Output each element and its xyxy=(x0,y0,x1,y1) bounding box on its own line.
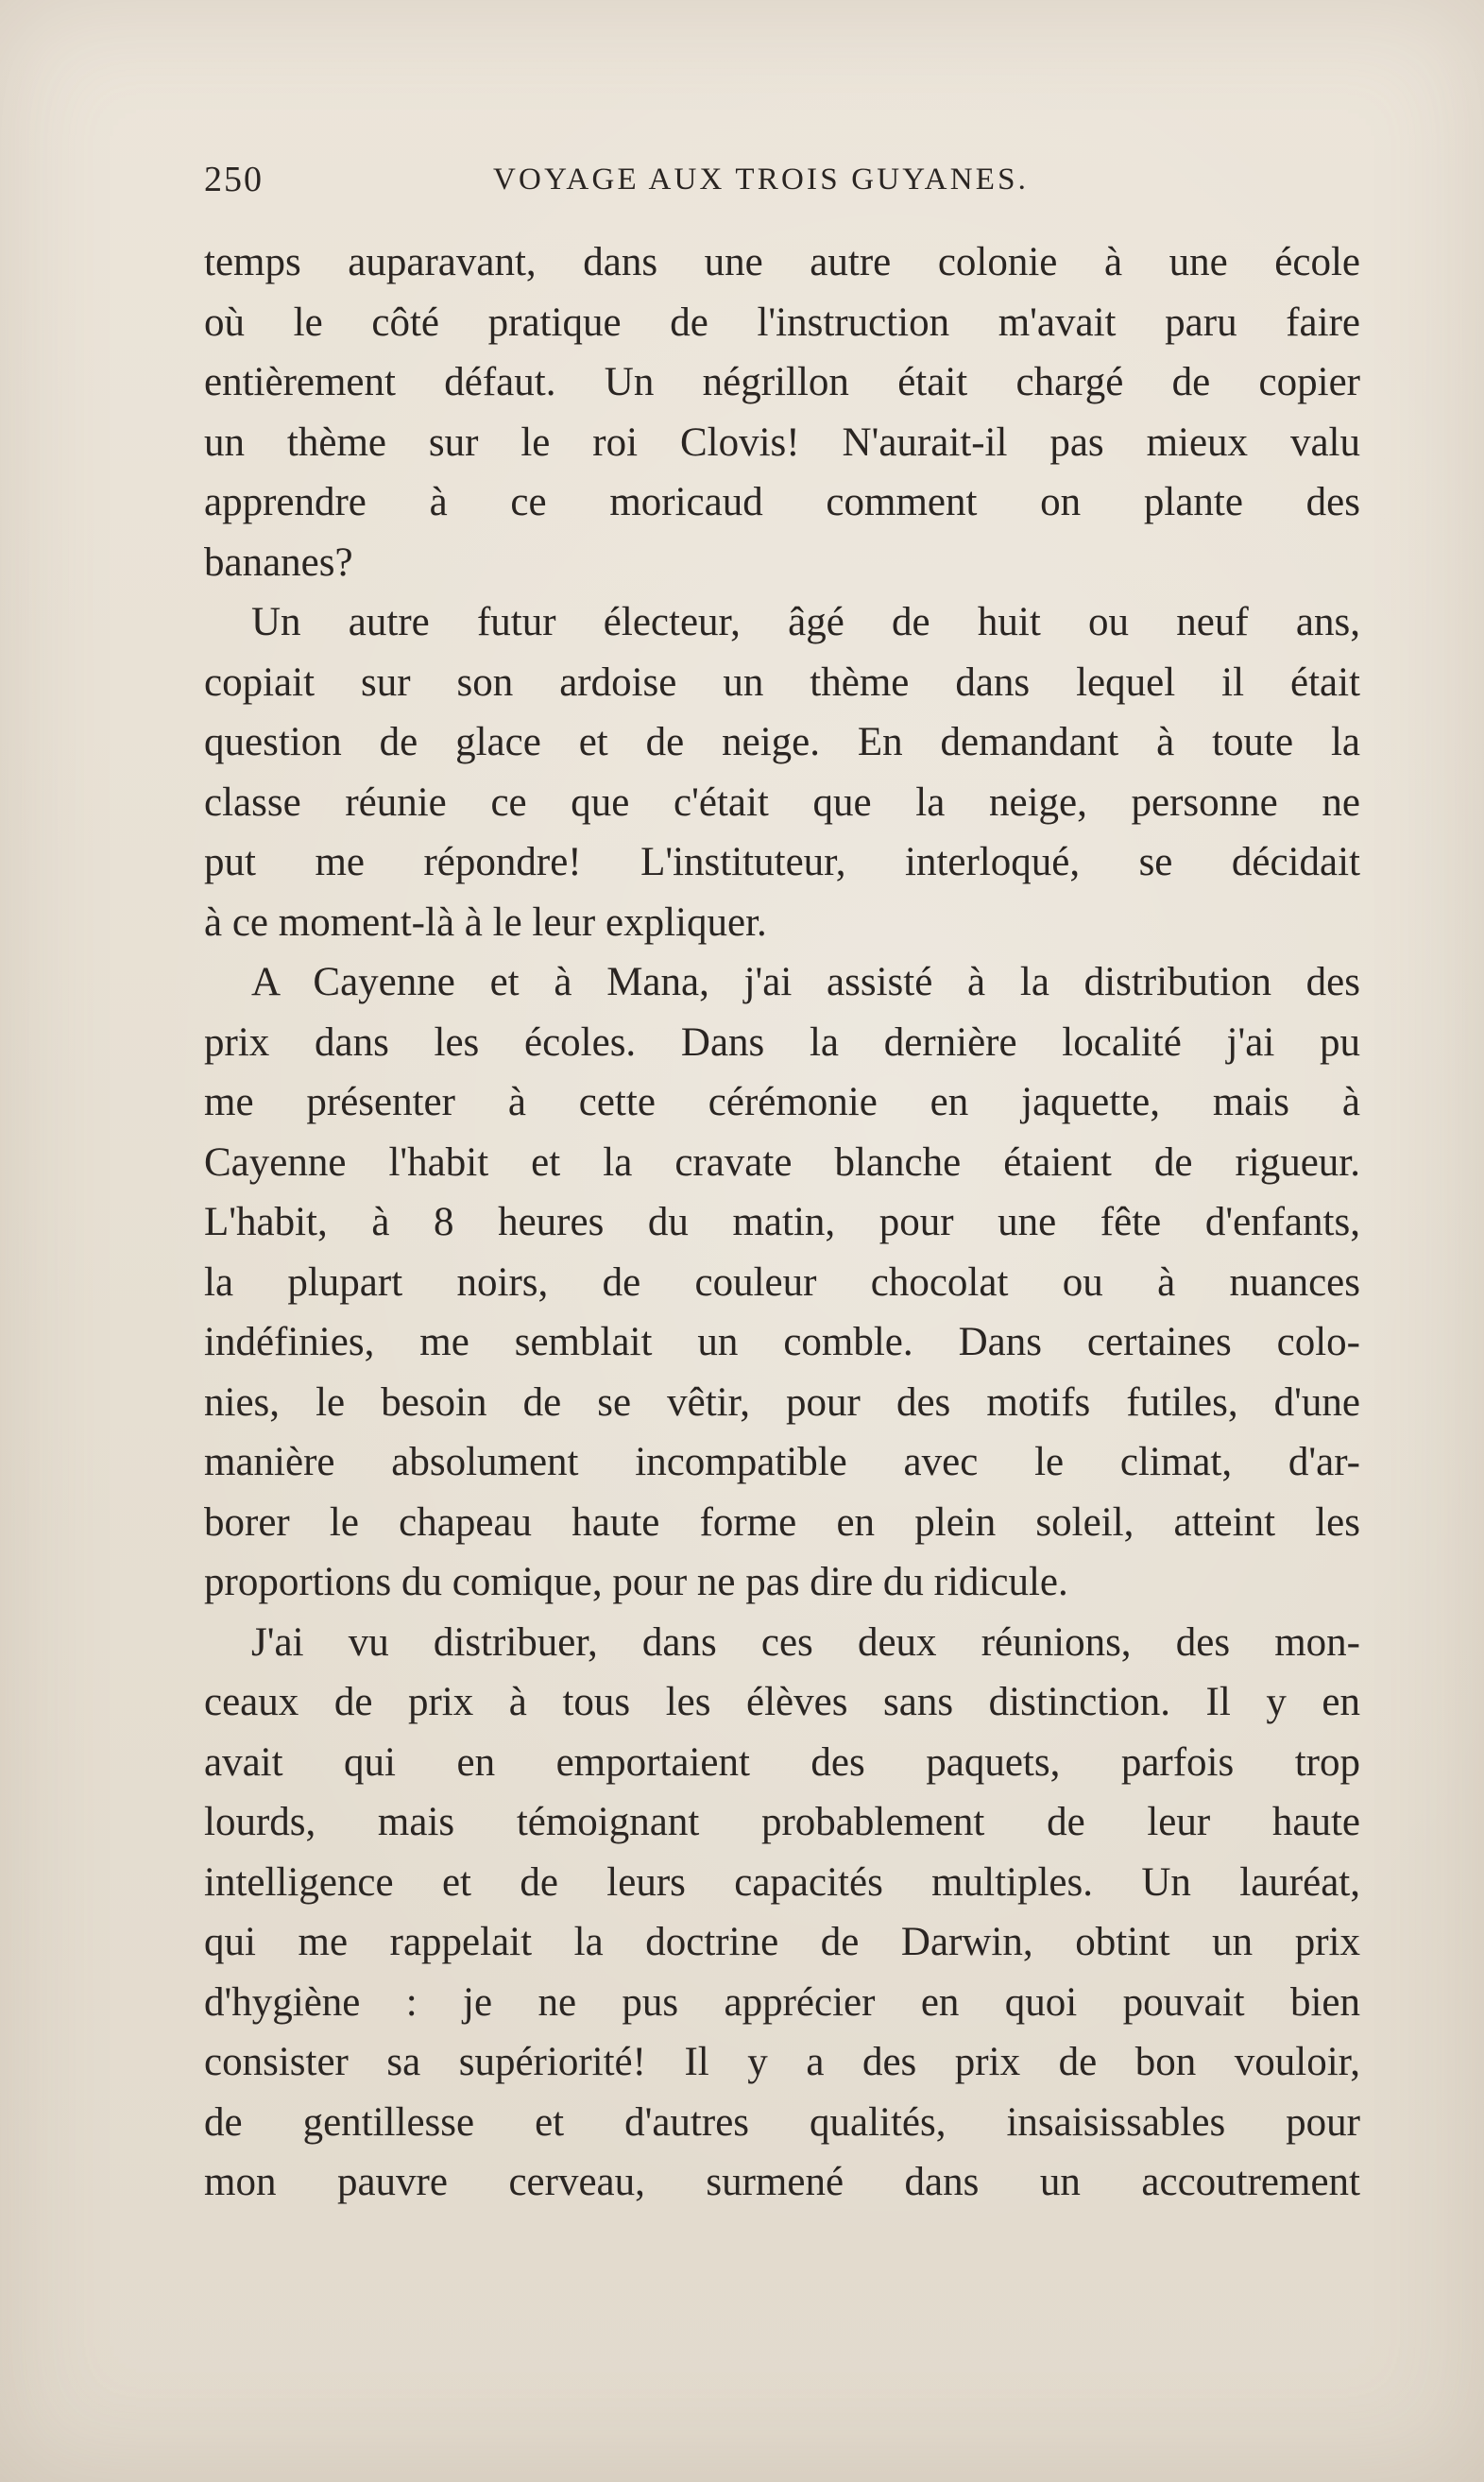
text-line: un thème sur le roi Clovis! N'aurait-il pas mieux valu xyxy=(204,419,1360,465)
text-line: copiait sur son ardoise un thème dans lequel il était xyxy=(204,659,1360,705)
text-line: temps auparavant, dans une autre colonie à une école xyxy=(204,240,1360,284)
text-line: consister sa supériorité! Il y a des prix de bon vouloir, xyxy=(204,2040,1360,2084)
text-line: classe réunie ce que c'était que la neige, personne ne xyxy=(204,779,1360,825)
text-line: prix dans les écoles. Dans la dernière localité j'ai pu xyxy=(204,1019,1360,1065)
text-line: à ce moment-là à le leur expliquer. xyxy=(204,899,767,945)
text-line: me présenter à cette cérémonie en jaquette, mais à xyxy=(204,1080,1360,1124)
page-number: 250 xyxy=(204,160,264,199)
text-line: mon pauvre cerveau, surmené dans un accoutrement xyxy=(204,2160,1360,2204)
text-line: apprendre à ce moricaud comment on plante des xyxy=(204,480,1360,524)
text-line: J'ai vu distribuer, dans ces deux réunions, des mon- xyxy=(251,1619,1360,1665)
text-line: L'habit, à 8 heures du matin, pour une fête d'enfants, xyxy=(204,1200,1360,1244)
text-line: A Cayenne et à Mana, j'ai assisté à la distribution des xyxy=(251,960,1360,1004)
text-line: put me répondre! L'instituteur, interloqué, se décidait xyxy=(204,840,1360,884)
text-line: proportions du comique, pour ne pas dire du ridicule. xyxy=(204,1560,1068,1604)
text-line: bananes? xyxy=(204,539,353,585)
text-line: la plupart noirs, de couleur chocolat ou à nuances xyxy=(204,1259,1360,1305)
text-line: Un autre futur électeur, âgé de huit ou neuf ans, xyxy=(251,600,1360,644)
text-line: question de glace et de neige. En demandant à toute la xyxy=(204,720,1360,764)
running-head xyxy=(204,159,1360,212)
text-line: d'hygiène : je ne pus apprécier en quoi pouvait bien xyxy=(204,1979,1360,2025)
body-text xyxy=(204,232,1360,2213)
text-line: de gentillesse et d'autres qualités, insaisissables pour xyxy=(204,2099,1360,2145)
text-line: Cayenne l'habit et la cravate blanche étaient de rigueur. xyxy=(204,1139,1360,1185)
text-line: manière absolument incompatible avec le climat, d'ar- xyxy=(204,1440,1360,1484)
text-line: lourds, mais témoignant probablement de leur haute xyxy=(204,1800,1360,1844)
text-line: entièrement défaut. Un négrillon était chargé de copier xyxy=(204,360,1360,404)
text-line: indéfinies, me semblait un comble. Dans certaines colo- xyxy=(204,1320,1360,1364)
text-line: avait qui en emportaient des paquets, parfois trop xyxy=(204,1739,1360,1785)
running-title: VOYAGE AUX TROIS GUYANES. xyxy=(493,163,1030,197)
text-line: ceaux de prix à tous les élèves sans distinction. Il y en xyxy=(204,1680,1360,1724)
text-line: où le côté pratique de l'instruction m'avait paru faire xyxy=(204,300,1360,345)
text-line: qui me rappelait la doctrine de Darwin, obtint un prix xyxy=(204,1920,1360,1964)
text-line: intelligence et de leurs capacités multiples. Un lauréat, xyxy=(204,1859,1360,1905)
text-line: nies, le besoin de se vêtir, pour des motifs futiles, d'une xyxy=(204,1379,1360,1425)
text-line: borer le chapeau haute forme en plein soleil, atteint les xyxy=(204,1499,1360,1545)
